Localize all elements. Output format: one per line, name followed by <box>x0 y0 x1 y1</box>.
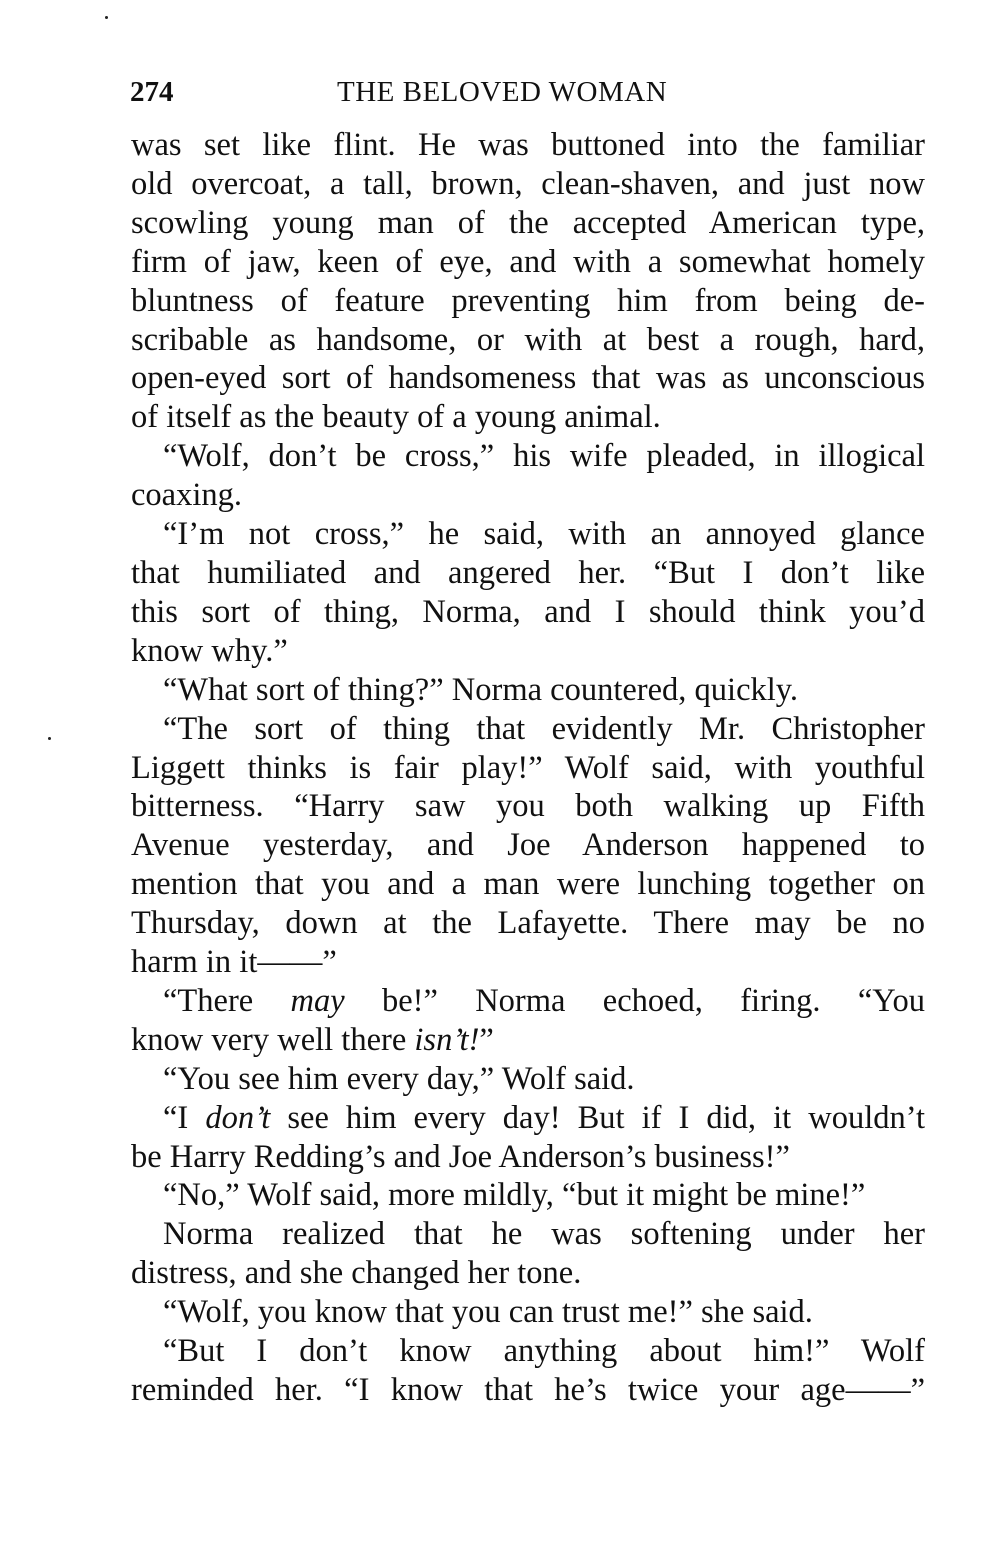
text-line: know why.” <box>131 632 288 669</box>
text-line: Thursday, down at the Lafayette. There may be no <box>131 905 925 942</box>
paragraph <box>131 126 925 437</box>
text-line: harm in it——” <box>131 944 337 981</box>
text-line: “You see him every day,” Wolf said. <box>163 1060 635 1097</box>
text-line: “No,” Wolf said, more mildly, “but it might be mine!” <box>163 1177 866 1214</box>
text-line: firm of jaw, keen of eye, and with a somewhat homely <box>131 243 925 280</box>
paragraph <box>131 1060 925 1099</box>
text-run: “There <box>163 982 291 1019</box>
running-title: THE BELOVED WOMAN <box>337 76 668 108</box>
emphasis-run: isn’t! <box>414 1021 480 1058</box>
text-line: “The sort of thing that evidently Mr. Christopher <box>163 710 925 747</box>
text-line: coaxing. <box>131 477 243 514</box>
text-line: “What sort of thing?” Norma countered, quickly. <box>163 671 799 708</box>
text-line: open-eyed sort of handsomeness that was as unconscious <box>131 360 925 397</box>
text-line: old overcoat, a tall, brown, clean-shaven, and just now <box>131 165 925 202</box>
text-line: was set like flint. He was buttoned into the familiar <box>131 127 925 163</box>
scan-speck <box>105 16 108 19</box>
text-line: “Wolf, don’t be cross,” his wife pleaded, in illogical <box>163 438 925 475</box>
text-line: “I’m not cross,” he said, with an annoyed glance <box>163 516 925 553</box>
text-line: reminded her. “I know that he’s twice your age——” <box>131 1372 925 1408</box>
text-line <box>131 1099 925 1138</box>
text-run: see him every day! But if I did, it wouldn’t <box>270 1099 925 1136</box>
paragraph <box>131 1176 925 1215</box>
text-line: bluntness of feature preventing him from being de- <box>131 282 925 319</box>
paragraph <box>131 1332 925 1410</box>
page-header <box>130 70 925 114</box>
text-line: “Wolf, you know that you can trust me!” she said. <box>163 1294 813 1331</box>
text-line: “But I don’t know anything about him!” Wolf <box>163 1333 925 1370</box>
paragraph <box>131 1293 925 1332</box>
paragraph <box>131 1099 925 1177</box>
paragraph <box>131 982 925 1060</box>
scan-speck <box>48 737 51 740</box>
text-line: Norma realized that he was softening under her <box>163 1216 925 1253</box>
text-run: be!” Norma echoed, firing. “You <box>344 982 926 1019</box>
emphasis-run: may <box>290 982 345 1019</box>
paragraph <box>131 1215 925 1293</box>
text-line: scowling young man of the accepted American type, <box>131 204 925 241</box>
paragraph <box>131 671 925 710</box>
text-line: bitterness. “Harry saw you both walking up Fifth <box>131 788 925 825</box>
paragraph <box>131 710 925 982</box>
text-line: mention that you and a man were lunching together on <box>131 866 925 903</box>
page-number: 274 <box>130 76 174 108</box>
text-line: this sort of thing, Norma, and I should think you’d <box>131 593 925 630</box>
body-text <box>131 126 925 1410</box>
text-line: of itself as the beauty of a young animal. <box>131 399 661 436</box>
text-line: be Harry Redding’s and Joe Anderson’s business!” <box>131 1138 790 1175</box>
paragraph <box>131 515 925 671</box>
text-line <box>131 1021 925 1060</box>
text-run: “I <box>163 1099 206 1136</box>
text-line: scribable as handsome, or with at best a rough, hard, <box>131 321 925 358</box>
text-line: that humiliated and angered her. “But I don’t like <box>131 554 925 591</box>
text-run: know very well there <box>131 1021 415 1058</box>
text-line: distress, and she changed her tone. <box>131 1255 582 1292</box>
emphasis-run: don’t <box>205 1099 271 1136</box>
text-line <box>131 982 925 1021</box>
paragraph <box>131 437 925 515</box>
text-line: Liggett thinks is fair play!” Wolf said, with youthful <box>131 749 925 786</box>
text-run: ” <box>479 1021 494 1058</box>
text-line: Avenue yesterday, and Joe Anderson happened to <box>131 827 925 864</box>
